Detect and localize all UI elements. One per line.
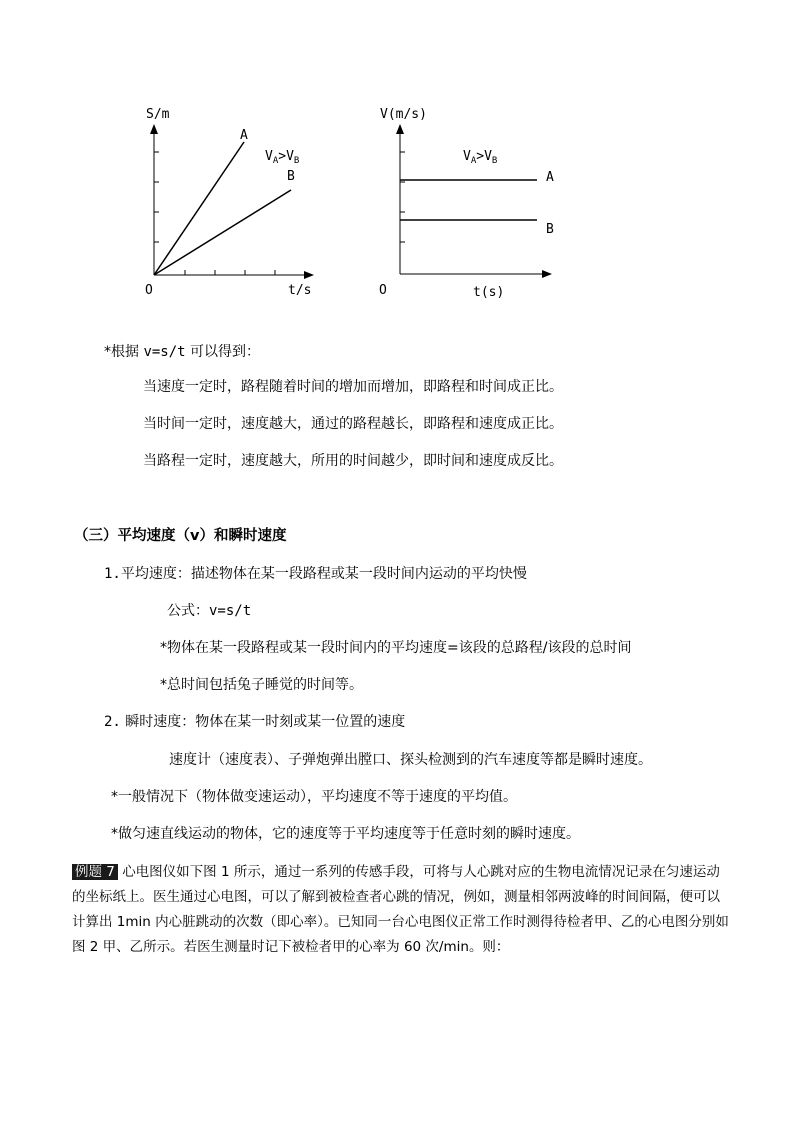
average-speed-note-2: *总时间包括兔子睡觉的时间等。 bbox=[160, 677, 363, 693]
relation-gt: > bbox=[278, 149, 287, 164]
y-axis-label: S/m bbox=[146, 107, 170, 122]
formula-label: 公式： bbox=[167, 603, 209, 619]
relation-v2: V bbox=[286, 149, 294, 164]
note-pre: *根据 bbox=[104, 344, 144, 360]
average-speed-note-1: *物体在某一段路程或某一段时间内的平均速度=该段的总路程/该段的总时间 bbox=[160, 640, 632, 656]
note-formula: v=s/t bbox=[143, 344, 186, 360]
origin-label: O bbox=[379, 283, 387, 298]
example-body: 心电图仪如下图 1 所示，通过一系列的传感手段，可将与人心跳对应的生物电流情况记录在匀速运动的坐标纸上。医生通过心电图，可以了解到被检查者心跳的情况，例如，测量相邻两波峰的时间间隔，便可以计算出 1min 内心脏跳动的次数（即心率）。已知同一台心电图仪正常工作时测得待检者甲、乙的心电图分别如图 2 甲、乙所示。若医生测量时记下被检者甲的心率为 60 次/min。则： bbox=[72, 864, 729, 955]
proportional-line-1: 当速度一定时，路程随着时间的增加而增加，即路程和时间成正比。 bbox=[143, 379, 563, 395]
example-tag: 例题 7 bbox=[72, 864, 118, 880]
x-axis-label: t/s bbox=[288, 283, 312, 298]
proportional-line-3: 当路程一定时，速度越大，所用的时间越少，即时间和速度成反比。 bbox=[143, 453, 563, 469]
relation-v: V bbox=[463, 149, 471, 164]
proportional-line-2: 当时间一定时，速度越大，通过的路程越长，即路程和速度成正比。 bbox=[143, 416, 563, 432]
line-a-label: A bbox=[546, 170, 554, 185]
relation-v: V bbox=[265, 149, 273, 164]
line-b bbox=[154, 190, 291, 275]
line-b-label: B bbox=[287, 169, 295, 184]
example-paragraph bbox=[72, 860, 732, 960]
relation-v2: V bbox=[484, 149, 492, 164]
note-uniform: *做匀速直线运动的物体，它的速度等于平均速度等于任意时刻的瞬时速度。 bbox=[111, 826, 580, 842]
velocity-time-graph bbox=[370, 100, 570, 305]
note-post: 可以得到： bbox=[185, 344, 261, 360]
average-speed-number: 1. bbox=[104, 566, 121, 582]
note-formula-line bbox=[104, 342, 260, 362]
formula-value: v=s/t bbox=[209, 603, 252, 619]
note-general: *一般情况下（物体做变速运动），平均速度不等于速度的平均值。 bbox=[111, 789, 517, 805]
formula-line bbox=[167, 601, 251, 621]
section-heading: （三）平均速度（v）和瞬时速度 bbox=[74, 528, 287, 544]
line-b-label: B bbox=[546, 222, 554, 237]
svg-text:VA>VB bbox=[265, 149, 299, 166]
relation-sub-b: B bbox=[491, 156, 498, 166]
average-speed-text: 平均速度：描述物体在某一段路程或某一段时间内运动的平均快慢 bbox=[120, 566, 527, 582]
instant-speed-number: 2. bbox=[104, 714, 121, 730]
instant-speed-text: 瞬时速度：物体在某一时刻或某一位置的速度 bbox=[120, 714, 406, 730]
relation-sub-b: B bbox=[293, 156, 300, 166]
y-axis-label: V(m/s) bbox=[380, 107, 427, 122]
distance-time-graph bbox=[130, 100, 340, 305]
average-speed-definition bbox=[104, 564, 527, 584]
line-a-label: A bbox=[240, 128, 248, 143]
line-a bbox=[154, 142, 244, 275]
instant-speed-examples: 速度计（速度表）、子弹炮弹出膛口、探头检测到的汽车速度等都是瞬时速度。 bbox=[169, 752, 652, 768]
x-axis-label: t(s) bbox=[473, 285, 505, 300]
origin-label: O bbox=[145, 283, 153, 298]
relation-gt: > bbox=[476, 149, 485, 164]
relation-sub-a: A bbox=[272, 156, 279, 166]
relation-sub-a: A bbox=[470, 156, 477, 166]
instant-speed-definition bbox=[104, 712, 405, 732]
svg-text:VA>VB bbox=[463, 149, 497, 166]
